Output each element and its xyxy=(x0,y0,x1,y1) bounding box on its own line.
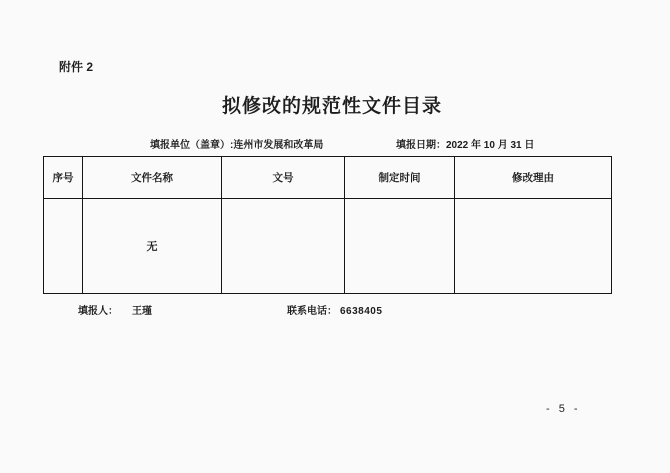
table-row xyxy=(44,199,612,294)
cell-modification-reason xyxy=(455,199,612,294)
phone-group xyxy=(287,302,382,317)
cell-serial-number xyxy=(44,199,83,294)
phone-value: 6638405 xyxy=(340,306,383,317)
page-number: - 5 - xyxy=(546,403,581,415)
phone-label: 联系电话： xyxy=(287,306,337,317)
column-header-document-number: 文号 xyxy=(222,157,345,199)
page-title: 拟修改的规范性文件目录 xyxy=(221,96,442,117)
footer-line xyxy=(0,302,670,318)
column-header-formulation-time: 制定时间 xyxy=(345,157,455,199)
attachment-label: 附件 2 xyxy=(59,60,94,74)
column-header-serial-number: 序号 xyxy=(44,157,83,199)
cell-document-name: 无 xyxy=(83,199,222,294)
cell-document-number xyxy=(222,199,345,294)
documents-table xyxy=(43,156,612,294)
column-header-modification-reason: 修改理由 xyxy=(455,157,612,199)
column-header-document-name: 文件名称 xyxy=(83,157,222,199)
table-header-row xyxy=(44,157,612,199)
filler-group xyxy=(78,302,152,317)
reporting-date-label: 填报日期：2022 年 10 月 31 日 xyxy=(396,140,535,151)
filler-label: 填报人： xyxy=(78,306,118,317)
cell-formulation-time xyxy=(345,199,455,294)
filler-name: 王瑾 xyxy=(132,306,152,317)
reporting-unit-label: 填报单位（盖章）:连州市发展和改革局 xyxy=(150,140,324,151)
